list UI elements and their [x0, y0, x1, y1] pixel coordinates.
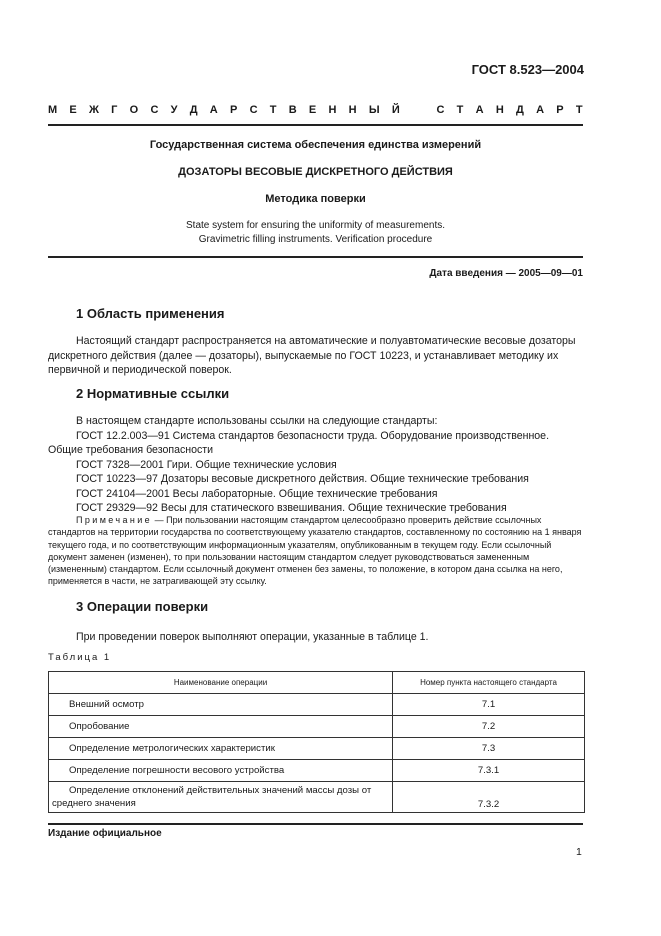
- banner-letter: Н: [348, 104, 357, 116]
- table-row: [49, 782, 585, 813]
- table-cell: Определение отклонений действительных значений массы дозы от среднего значения: [49, 782, 393, 813]
- table-row: [49, 760, 585, 782]
- paragraph: Настоящий стандарт распространяется на автоматические и полуавтоматические весовые дозаторы дискретного действия (далее — дозаторы), выпускаемые по ГОСТ 10223, и устанавливает методику их первичной и периодической поверок.: [48, 335, 576, 376]
- banner-letter: Е: [69, 104, 77, 116]
- paragraph: В настоящем стандарте использованы ссылки на следующие стандарты:: [76, 415, 438, 427]
- note-paragraph: [48, 514, 584, 588]
- banner-letter: А: [475, 104, 484, 116]
- table-header-row: [49, 672, 585, 694]
- table-cell: Внешний осмотр: [49, 694, 393, 716]
- table-row: [49, 716, 585, 738]
- banner-letter: Д: [516, 104, 524, 116]
- table-row: [49, 738, 585, 760]
- table-cell: Определение погрешности весового устройства: [49, 760, 393, 782]
- english-title: [48, 219, 583, 247]
- section-2-references: [48, 414, 584, 516]
- banner-letter: С: [249, 104, 258, 116]
- official-edition-label: Издание официальное: [48, 828, 162, 839]
- note-text: — При пользовании настоящим стандартом целесообразно проверить действие ссылочных стандартов на территории государства по соответствующему указателю стандартов, составленному по состоянию на 1 января текущего года, и по соответствующим информационным указателям, опубликованным в текущем году. Если ссылочный документ заменен (изменен), то при пользовании настоящим стандартом следует руководствоваться замененным (измененным) стандартом. Если ссылочный документ отменен без замены, то положение, в котором дана ссылка на него, применяется в части, не затрагивающей эту ссылку.: [48, 515, 582, 587]
- reference-item: ГОСТ 24104—2001 Весы лабораторные. Общие технические требования: [76, 487, 438, 500]
- table-cell: 7.3.2: [393, 782, 585, 813]
- banner-letter: О: [129, 104, 139, 116]
- banner-letter: Н: [328, 104, 337, 116]
- table-caption: Таблица 1: [48, 652, 112, 663]
- table-cell: Определение метрологических характеристик: [49, 738, 393, 760]
- english-title-line: Gravimetric filling instruments. Verification procedure: [198, 234, 433, 245]
- banner-letter: Н: [495, 104, 504, 116]
- document-number: ГОСТ 8.523—2004: [471, 62, 584, 77]
- section-3-text: [48, 630, 584, 645]
- table-cell: 7.3.1: [393, 760, 585, 782]
- banner-letter: Ж: [88, 104, 99, 116]
- operations-table: [48, 671, 585, 813]
- document-title: ДОЗАТОРЫ ВЕСОВЫЕ ДИСКРЕТНОГО ДЕЙСТВИЯ: [178, 166, 453, 178]
- document-subtitle: Методика поверки: [265, 193, 366, 205]
- interstate-standard-banner: [48, 104, 583, 116]
- banner-letter: Т: [269, 104, 277, 116]
- banner-letter: А: [209, 104, 218, 116]
- banner-letter: В: [288, 104, 297, 116]
- banner-letter: Р: [229, 104, 238, 116]
- system-title: Государственная система обеспечения единства измерений: [149, 139, 482, 151]
- table-header-cell: Наименование операции: [49, 672, 393, 694]
- banner-letter: С: [436, 104, 445, 116]
- banner-letter: Й: [391, 104, 400, 116]
- banner-letter: Т: [456, 104, 464, 116]
- table-cell: 7.2: [393, 716, 585, 738]
- reference-item: ГОСТ 7328—2001 Гири. Общие технические условия: [76, 458, 337, 471]
- note: [48, 514, 584, 588]
- table-cell: 7.1: [393, 694, 585, 716]
- banner-letter: А: [536, 104, 545, 116]
- english-title-line: State system for ensuring the uniformity of measurements.: [186, 220, 445, 231]
- banner-letter: Е: [308, 104, 317, 116]
- title-rule: [48, 256, 583, 258]
- header-rule: [48, 124, 583, 126]
- note-label: Примечание: [76, 515, 153, 525]
- banner-letter: Т: [575, 104, 583, 116]
- section-3-heading: 3 Операции поверки: [76, 599, 209, 614]
- banner-letter: Р: [556, 104, 564, 116]
- reference-item: ГОСТ 29329—92 Весы для статического взвешивания. Общие технические требования: [76, 502, 507, 514]
- banner-letter: Г: [111, 104, 118, 116]
- section-1-text: [48, 334, 584, 378]
- banner-letter: С: [150, 104, 159, 116]
- banner-letter: У: [170, 104, 178, 116]
- table-cell: 7.3: [393, 738, 585, 760]
- page-number: 1: [576, 846, 582, 858]
- table-row: [49, 694, 585, 716]
- banner-letter: М: [48, 104, 58, 116]
- paragraph: При проведении поверок выполняют операции, указанные в таблице 1.: [76, 631, 429, 643]
- table-cell: Опробование: [49, 716, 393, 738]
- section-1-heading: 1 Область применения: [76, 306, 225, 321]
- section-2-heading: 2 Нормативные ссылки: [76, 386, 230, 401]
- banner-letter: Ы: [368, 104, 380, 116]
- banner-letter: Д: [189, 104, 198, 116]
- reference-item: ГОСТ 12.2.003—91 Система стандартов безопасности труда. Оборудование производственное. Общие требования безопасности: [48, 429, 550, 456]
- introduction-date: Дата введения — 2005—09—01: [429, 268, 583, 279]
- footer-rule: [48, 823, 583, 825]
- reference-item: ГОСТ 10223—97 Дозаторы весовые дискретного действия. Общие технические требования: [76, 473, 529, 485]
- table-header-cell: Номер пункта настоящего стандарта: [393, 672, 585, 694]
